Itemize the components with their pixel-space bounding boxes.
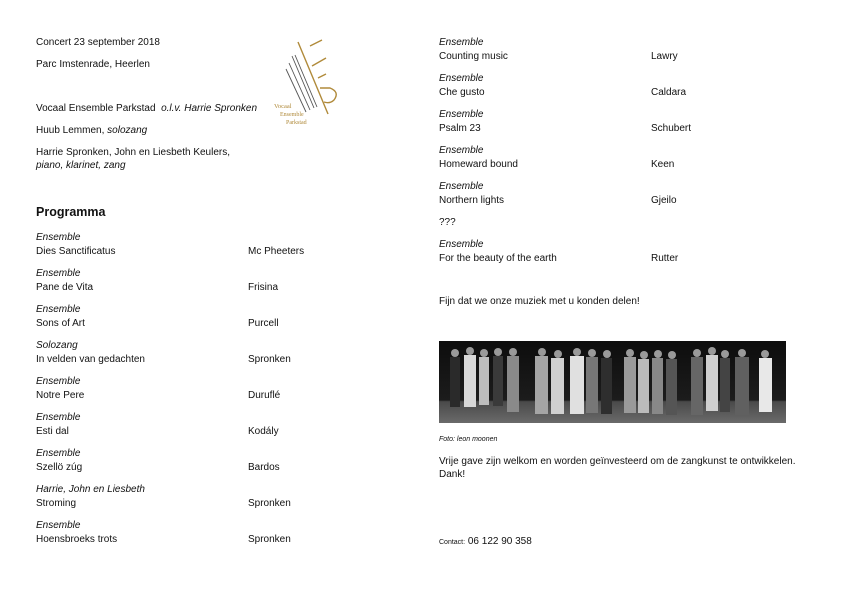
program-composer: Frisina: [248, 282, 279, 293]
musicians-roles: piano, klarinet, zang: [36, 160, 126, 171]
program-performer: Ensemble: [439, 145, 484, 156]
program-title: Esti dal: [36, 426, 69, 437]
program-title: Homeward bound: [439, 159, 518, 170]
program-composer: Schubert: [651, 123, 692, 134]
logo-line1: Vocaal: [274, 103, 292, 110]
program-title: Psalm 23: [439, 123, 481, 134]
vep-logo-icon: [268, 36, 358, 126]
musicians-names: Harrie Spronken, John en Liesbeth Keulers,: [36, 147, 231, 158]
group-photo-image: [439, 341, 786, 423]
program-title: Dies Sanctificatus: [36, 246, 116, 257]
program-title: Counting music: [439, 51, 508, 62]
soloist-name: Huub Lemmen,: [36, 125, 105, 136]
ensemble-line: [36, 102, 257, 115]
program-item: [439, 36, 819, 64]
program-performer: Ensemble: [36, 268, 81, 279]
program-performer: Harrie, John en Liesbeth: [36, 484, 145, 495]
program-item: [439, 144, 819, 172]
program-composer: Spronken: [248, 354, 291, 365]
program-composer: Kodály: [248, 426, 279, 437]
program-composer: Mc Pheeters: [248, 246, 305, 257]
program-item: [36, 483, 416, 511]
contact-line: [439, 535, 532, 549]
program-title: For the beauty of the earth: [439, 253, 557, 264]
program-composer: Lawry: [651, 51, 678, 62]
program-composer: Bardos: [248, 462, 280, 473]
concert-venue: Parc Imstenrade, Heerlen: [36, 59, 150, 70]
contact-label: Contact:: [439, 539, 466, 546]
program-composer: Spronken: [248, 498, 291, 509]
program-performer: Ensemble: [36, 520, 81, 531]
program-item: [36, 447, 416, 475]
program-item: [36, 339, 416, 367]
vep-logo: [268, 36, 358, 126]
program-composer: Caldara: [651, 87, 687, 98]
program-performer: Ensemble: [36, 304, 81, 315]
program-performer: Ensemble: [439, 239, 484, 250]
program-item-final: [439, 238, 819, 266]
concert-date: Concert 23 september 2018: [36, 37, 160, 48]
program-composer: Keen: [651, 159, 675, 170]
program-title: Che gusto: [439, 87, 485, 98]
program-item: [36, 303, 416, 331]
program-item: [36, 375, 416, 403]
programma-heading: Programma: [36, 205, 106, 219]
program-title: In velden van gedachten: [36, 354, 145, 365]
program-item: [36, 411, 416, 439]
soloist-role: solozang: [107, 125, 148, 136]
program-composer: Rutter: [651, 253, 679, 264]
program-performer: Solozang: [36, 340, 78, 351]
program-composer: Spronken: [248, 534, 291, 545]
dank-text: Dank!: [439, 469, 466, 480]
program-title: Northern lights: [439, 195, 505, 206]
thanks-text: Fijn dat we onze muziek met u konden delen!: [439, 296, 640, 307]
program-title: Szellö zúg: [36, 462, 83, 473]
program-composer: Duruflé: [248, 390, 281, 401]
logo-line2: Ensemble: [280, 112, 304, 118]
program-item: [439, 108, 819, 136]
soloist-line: [36, 124, 147, 137]
logo-line3: Parkstad: [286, 120, 307, 126]
conductor: o.l.v. Harrie Spronken: [161, 103, 258, 114]
program-performer: Ensemble: [36, 376, 81, 387]
contact-number: 06 122 90 358: [467, 536, 532, 547]
program-performer: Ensemble: [439, 37, 484, 48]
program-title: Notre Pere: [36, 390, 85, 401]
program-performer: Ensemble: [36, 412, 81, 423]
donation-text: Vrije gave zijn welkom en worden geïnvesteerd om de zangkunst te ontwikkelen.: [439, 456, 796, 467]
program-item: [439, 72, 819, 100]
program-item: [36, 519, 416, 547]
program-item: [36, 267, 416, 295]
ensemble-name: Vocaal Ensemble Parkstad: [36, 103, 156, 114]
program-item: [36, 231, 416, 259]
program-title: Hoensbroeks trots: [36, 534, 118, 545]
program-performer: Ensemble: [439, 109, 484, 120]
program-performer: Ensemble: [439, 73, 484, 84]
program-performer: Ensemble: [36, 232, 81, 243]
program-composer: Gjeilo: [651, 195, 677, 206]
photo-caption: Foto: leon moonen: [439, 436, 498, 443]
program-composer: Purcell: [248, 318, 279, 329]
ensemble-group-photo: [439, 341, 786, 423]
program-performer: Ensemble: [439, 181, 484, 192]
program-performer: Ensemble: [36, 448, 81, 459]
program-title: Pane de Vita: [36, 282, 94, 293]
program-title: Stroming: [36, 498, 77, 509]
program-title: Sons of Art: [36, 318, 85, 329]
program-unknown-item: ???: [439, 217, 456, 228]
program-item: [439, 180, 819, 208]
